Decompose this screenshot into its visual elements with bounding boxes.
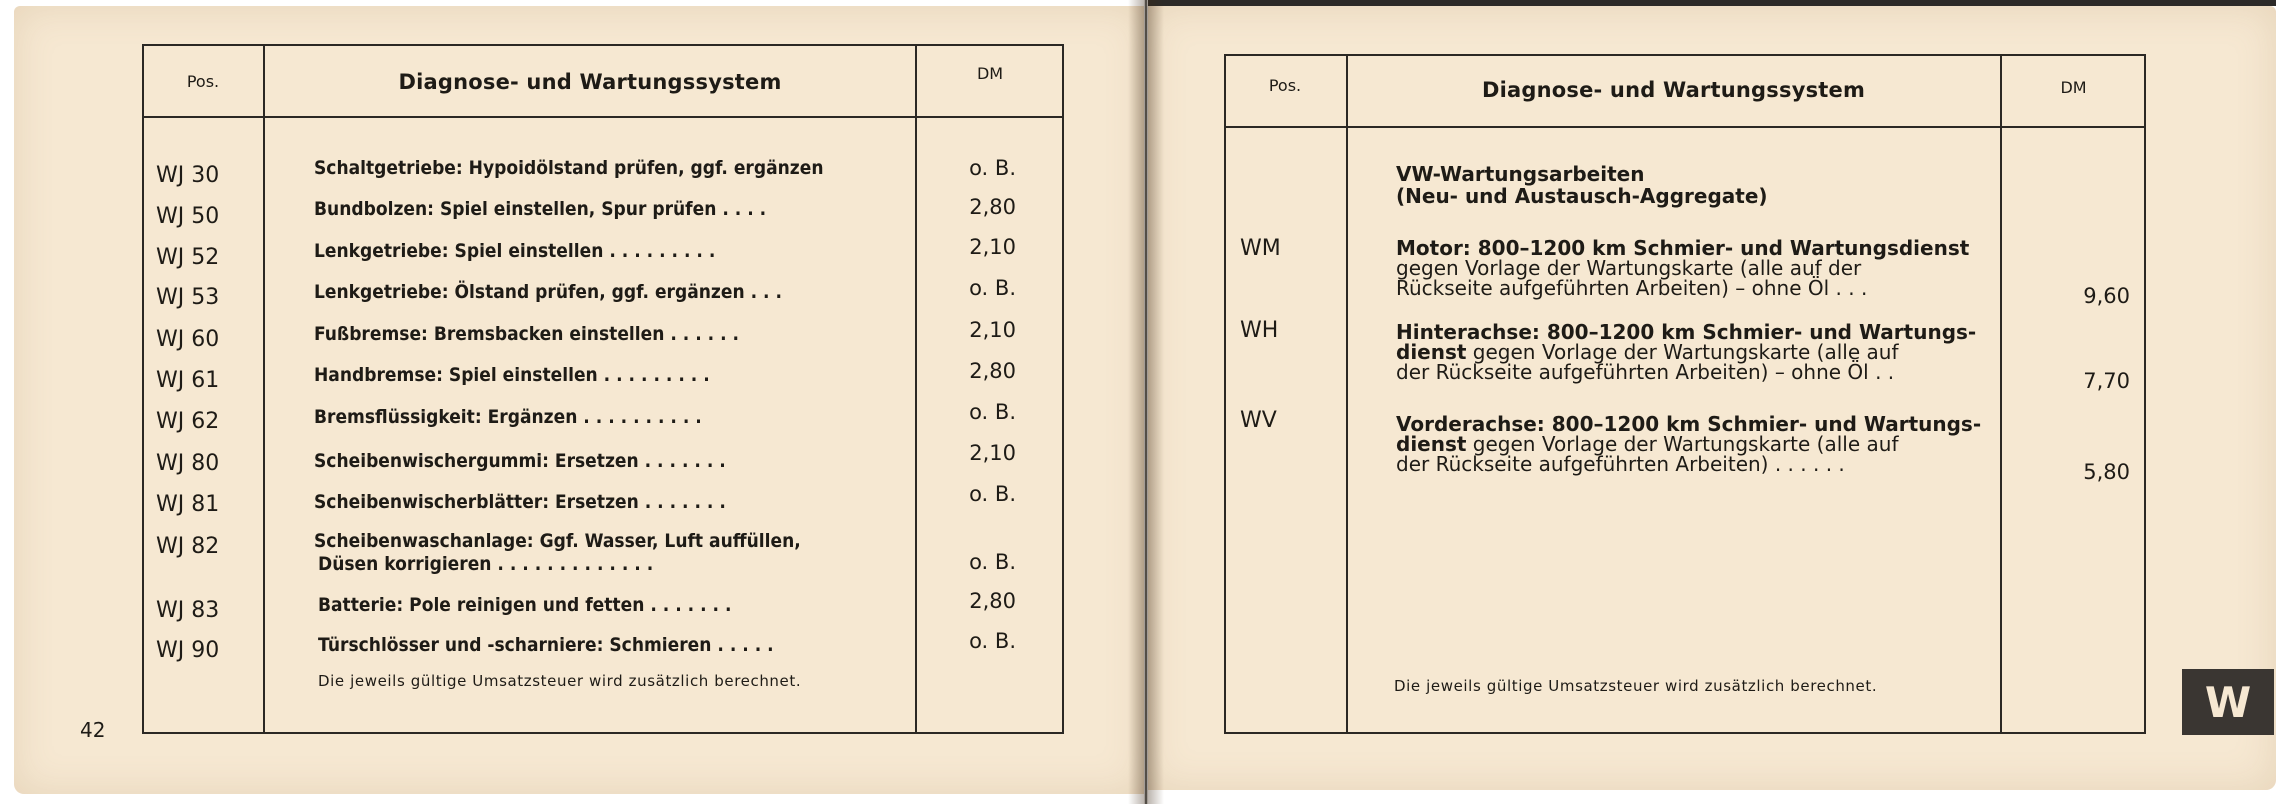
left-row-price: 2,10 <box>969 235 1016 259</box>
left-row-pos: WJ 52 <box>156 245 220 270</box>
right-entry-line: Motor: 800–1200 km Schmier- und Wartungsdienst <box>1396 236 1970 260</box>
left-row-pos: WJ 83 <box>156 598 220 623</box>
right-entry-pos: WM <box>1240 236 1281 261</box>
left-row-price: o. B. <box>969 276 1016 300</box>
right-entry-price: 9,60 <box>2083 284 2130 308</box>
page-number: 42 <box>80 718 106 742</box>
right-col-divider-1 <box>1346 54 1348 734</box>
right-entry-price: 7,70 <box>2083 369 2130 393</box>
left-header-rule <box>142 116 1064 118</box>
left-row-price: o. B. <box>969 629 1016 653</box>
left-row-price: 2,80 <box>969 359 1016 383</box>
right-header-dm: DM <box>2060 78 2087 97</box>
left-row-price: 2,10 <box>969 318 1016 342</box>
left-row-pos: WJ 80 <box>156 451 220 476</box>
left-row-pos: WJ 90 <box>156 638 220 663</box>
left-row-pos: WJ 53 <box>156 285 220 310</box>
left-row-text: Türschlösser und -scharniere: Schmieren . . . . . <box>318 634 774 656</box>
left-row-text: Scheibenwischerblätter: Ersetzen . . . . . . . <box>314 491 726 513</box>
section-tab-w: W <box>2182 669 2274 735</box>
left-row-text-cont: Düsen korrigieren . . . . . . . . . . . . . <box>318 553 654 575</box>
left-row-text: Scheibenwischergummi: Ersetzen . . . . . . . <box>314 450 726 472</box>
left-row-pos: WJ 82 <box>156 534 220 559</box>
section-title: VW-Wartungsarbeiten <box>1396 162 1645 186</box>
left-row-text: Bundbolzen: Spiel einstellen, Spur prüfen . . . . <box>314 198 767 220</box>
left-row-text: Lenkgetriebe: Spiel einstellen . . . . . . . . . <box>314 240 716 262</box>
left-row-pos: WJ 81 <box>156 492 220 517</box>
left-row-pos: WJ 60 <box>156 327 220 352</box>
left-row-text: Lenkgetriebe: Ölstand prüfen, ggf. ergänzen . . . <box>314 281 782 303</box>
left-row-pos: WJ 50 <box>156 204 220 229</box>
right-header-rule <box>1224 126 2146 128</box>
left-row-price: 2,80 <box>969 195 1016 219</box>
left-tax-note: Die jeweils gültige Umsatzsteuer wird zusätzlich berechnet. <box>318 672 802 690</box>
right-entry-line: Rückseite aufgeführten Arbeiten) – ohne Öl . . . <box>1396 276 1868 300</box>
left-row-price: 2,80 <box>969 589 1016 613</box>
left-row-pos: WJ 30 <box>156 163 220 188</box>
right-entry-line: dienst gegen Vorlage der Wartungskarte (alle auf <box>1396 340 1899 364</box>
right-header-title: Diagnose- und Wartungssystem <box>1481 78 1866 102</box>
right-tax-note: Die jeweils gültige Umsatzsteuer wird zusätzlich berechnet. <box>1394 677 1878 695</box>
right-entry-line: gegen Vorlage der Wartungskarte (alle auf der <box>1396 256 1862 280</box>
left-row-price: o. B. <box>969 482 1016 506</box>
left-row-price: 2,10 <box>969 441 1016 465</box>
right-header-pos: Pos. <box>1268 76 1302 95</box>
left-row-text: Bremsflüssigkeit: Ergänzen . . . . . . . . . . <box>314 406 702 428</box>
left-header-pos: Pos. <box>186 72 220 91</box>
left-col-divider-2 <box>915 44 917 734</box>
right-entry-line: dienst gegen Vorlage der Wartungskarte (alle auf <box>1396 432 1899 456</box>
right-entry-line: der Rückseite aufgeführten Arbeiten) – ohne Öl . . <box>1396 360 1895 384</box>
right-entry-pos: WH <box>1240 318 1279 343</box>
left-header-dm: DM <box>976 64 1004 83</box>
section-subtitle: (Neu- und Austausch-Aggregate) <box>1396 184 1768 208</box>
left-row-price: o. B. <box>969 156 1016 180</box>
left-col-divider-1 <box>263 44 265 734</box>
left-row-text: Fußbremse: Bremsbacken einstellen . . . . . . <box>314 323 740 345</box>
right-entry-pos: WV <box>1240 408 1277 433</box>
right-entry-price: 5,80 <box>2083 460 2130 484</box>
right-table-frame <box>1224 54 2146 734</box>
left-row-text: Batterie: Pole reinigen und fetten . . . . . . . <box>318 594 732 616</box>
left-row-text: Schaltgetriebe: Hypoidölstand prüfen, ggf. ergänzen <box>314 157 824 179</box>
left-row-text: Handbremse: Spiel einstellen . . . . . . . . . <box>314 364 710 386</box>
right-col-divider-2 <box>2000 54 2002 734</box>
left-row-pos: WJ 62 <box>156 409 220 434</box>
right-entry-line: Hinterachse: 800–1200 km Schmier- und Wartungs- <box>1396 320 1977 344</box>
left-row-price: o. B. <box>969 550 1016 574</box>
left-header-title: Diagnose- und Wartungssystem <box>398 70 782 94</box>
left-row-pos: WJ 61 <box>156 368 220 393</box>
right-entry-line: Vorderachse: 800–1200 km Schmier- und Wartungs- <box>1396 412 1982 436</box>
right-entry-line: der Rückseite aufgeführten Arbeiten) . . . . . . <box>1396 452 1845 476</box>
page-edge <box>1148 0 2276 6</box>
book-gutter <box>1128 0 1164 804</box>
left-row-text: Scheibenwaschanlage: Ggf. Wasser, Luft auffüllen, <box>314 530 801 552</box>
left-row-price: o. B. <box>969 400 1016 424</box>
